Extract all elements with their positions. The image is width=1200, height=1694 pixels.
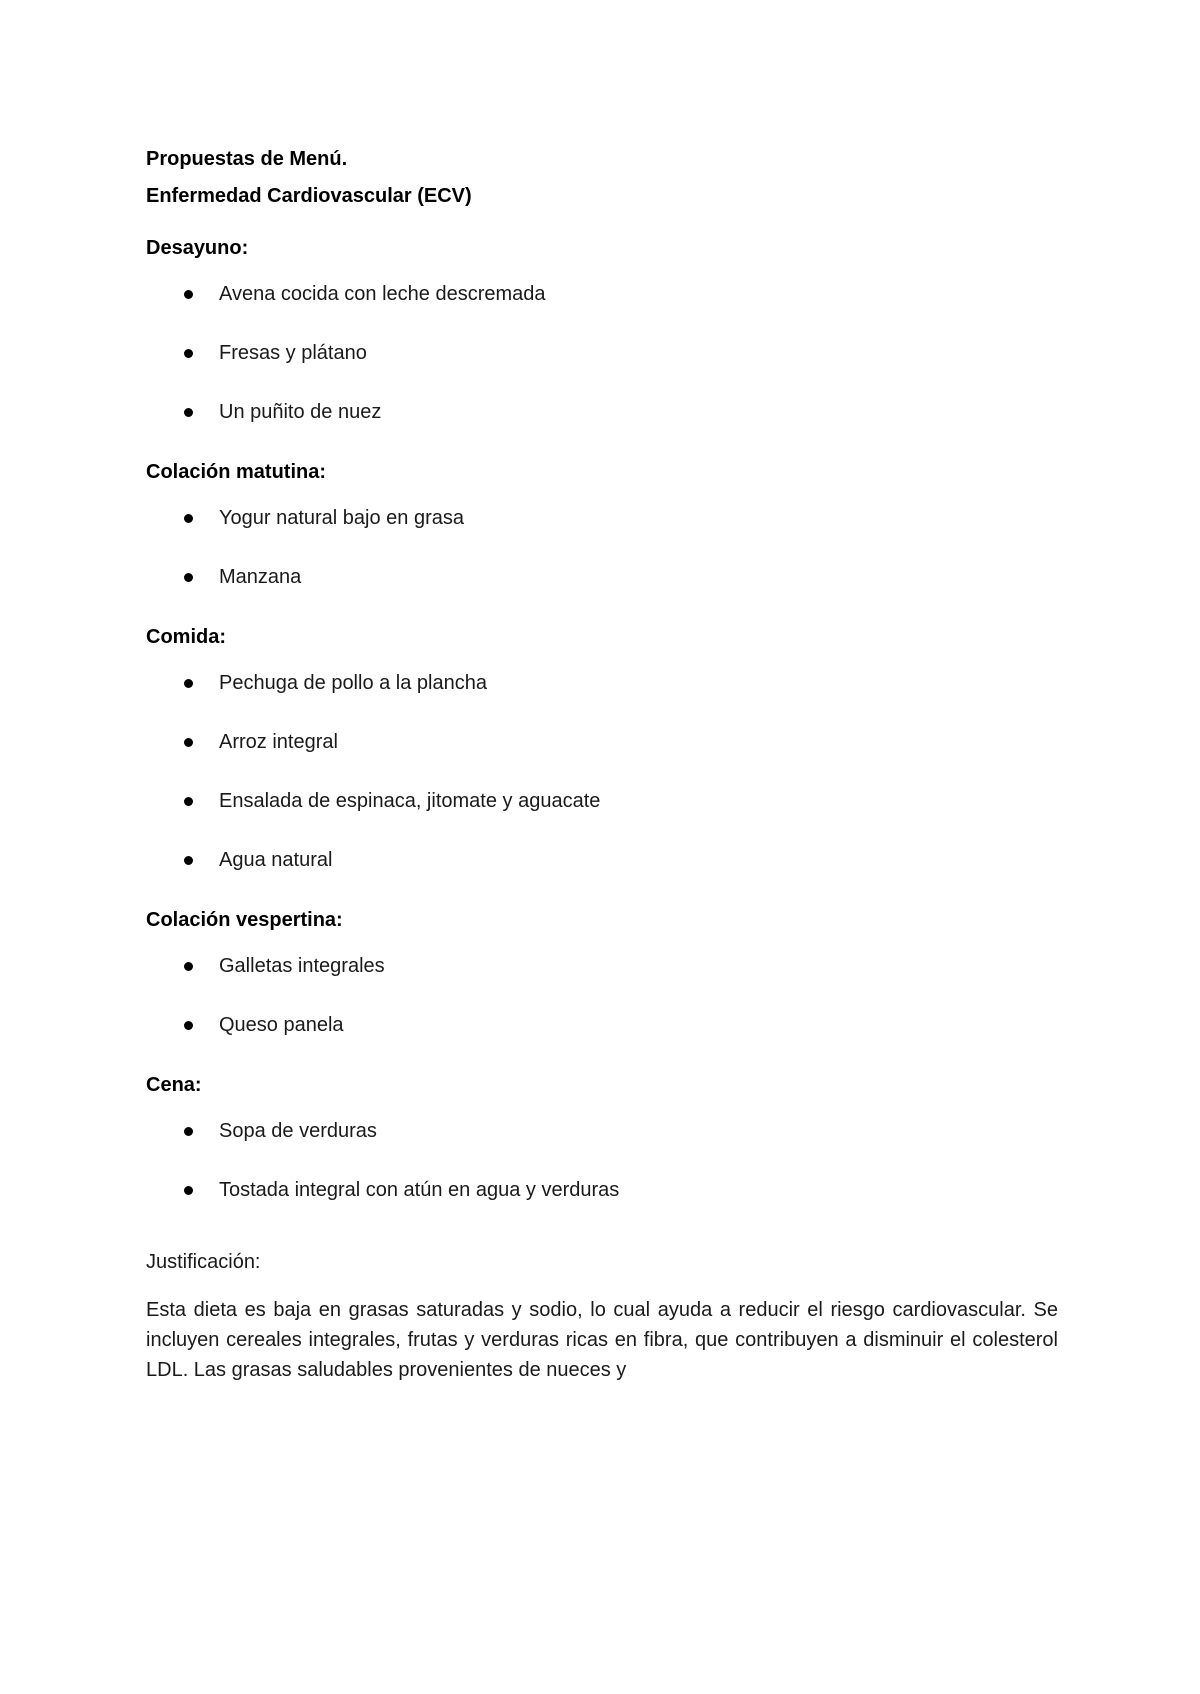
list-item (146, 844, 1058, 876)
list-item-text: Pechuga de pollo a la plancha (219, 672, 487, 694)
menu-section-desayuno (146, 232, 1058, 428)
bullet-icon (184, 573, 193, 582)
section-heading: Colación matutina: (146, 461, 327, 483)
list-item (146, 502, 1058, 534)
bullet-icon (184, 1186, 193, 1195)
menu-item-list (146, 950, 1058, 1041)
menu-item-list (146, 1115, 1058, 1206)
document-title: Propuestas de Menú. (146, 148, 348, 170)
bullet-icon (184, 349, 193, 358)
list-item-text: Avena cocida con leche descremada (219, 283, 546, 305)
document-body (146, 143, 1058, 1385)
menu-item-list (146, 667, 1058, 876)
menu-section-comida (146, 621, 1058, 876)
list-item-text: Sopa de verduras (219, 1120, 377, 1142)
list-item-text: Fresas y plátano (219, 342, 367, 364)
bullet-icon (184, 408, 193, 417)
list-item (146, 278, 1058, 310)
bullet-icon (184, 738, 193, 747)
list-item-text: Tostada integral con atún en agua y verduras (219, 1179, 620, 1201)
list-item-text: Yogur natural bajo en grasa (219, 507, 464, 529)
bullet-icon (184, 797, 193, 806)
menu-item-list (146, 502, 1058, 593)
list-item-text: Arroz integral (219, 731, 338, 753)
section-heading: Cena: (146, 1074, 202, 1096)
list-item (146, 396, 1058, 428)
bullet-icon (184, 290, 193, 299)
menu-section-colacion-matutina (146, 456, 1058, 593)
document-subtitle: Enfermedad Cardiovascular (ECV) (146, 185, 472, 207)
bullet-icon (184, 1127, 193, 1136)
list-item-text: Ensalada de espinaca, jitomate y aguacate (219, 790, 601, 812)
list-item-text: Un puñito de nuez (219, 401, 382, 423)
justification-label: Justificación: (146, 1251, 261, 1273)
list-item (146, 561, 1058, 593)
list-item-text: Queso panela (219, 1014, 344, 1036)
list-item-text: Galletas integrales (219, 955, 385, 977)
list-item (146, 726, 1058, 758)
list-item (146, 785, 1058, 817)
list-item (146, 950, 1058, 982)
list-item (146, 1174, 1058, 1206)
list-item-text: Agua natural (219, 849, 333, 871)
list-item (146, 337, 1058, 369)
menu-item-list (146, 278, 1058, 428)
bullet-icon (184, 962, 193, 971)
list-item (146, 667, 1058, 699)
list-item (146, 1115, 1058, 1147)
menu-section-colacion-vespertina (146, 904, 1058, 1041)
section-heading: Desayuno: (146, 237, 249, 259)
justification-paragraph: Esta dieta es baja en grasas saturadas y sodio, lo cual ayuda a reducir el riesgo cardiovascular. Se incluyen cereales integrales, frutas y verduras ricas en fibra, que contribuyen a disminuir el colesterol LDL. Las grasas saludables provenientes de nueces y (146, 1299, 1058, 1381)
bullet-icon (184, 679, 193, 688)
section-heading: Comida: (146, 626, 226, 648)
list-item-text: Manzana (219, 566, 302, 588)
menu-section-cena (146, 1069, 1058, 1206)
bullet-icon (184, 514, 193, 523)
bullet-icon (184, 856, 193, 865)
list-item (146, 1009, 1058, 1041)
section-heading: Colación vespertina: (146, 909, 343, 931)
bullet-icon (184, 1021, 193, 1030)
